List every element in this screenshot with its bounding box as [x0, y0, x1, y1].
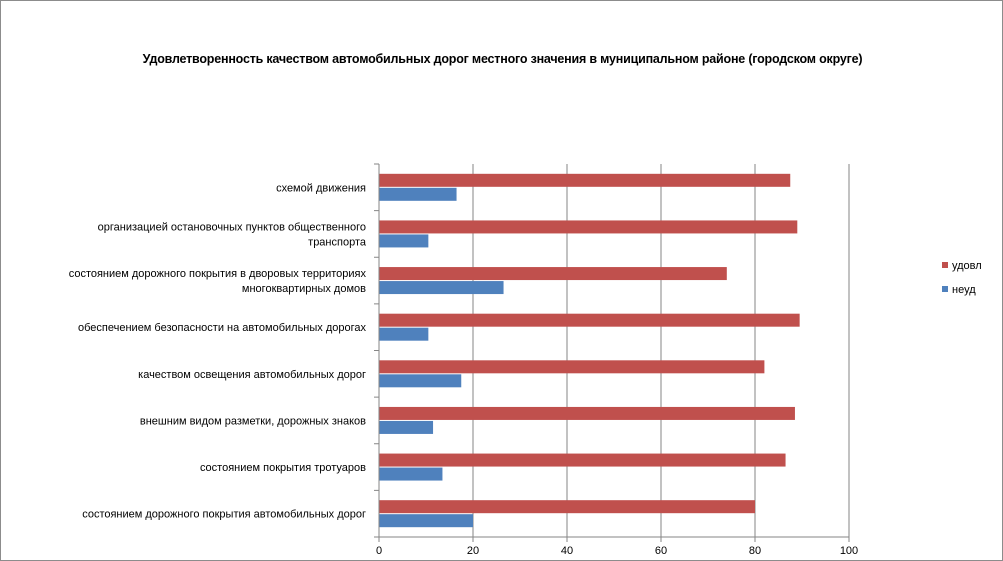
legend-label: неуд [952, 284, 976, 296]
gridlines [473, 164, 849, 537]
bar-udovl [379, 267, 727, 280]
bar-neud [379, 328, 428, 341]
bar-udovl [379, 500, 755, 513]
bar-udovl [379, 220, 797, 233]
x-tick-label: 20 [466, 545, 480, 557]
category-label: обеспечением безопасности на автомобильных дорогах [78, 322, 366, 335]
bar-neud [379, 281, 504, 294]
legend-swatch [942, 286, 948, 292]
legend-label: удовл [952, 260, 982, 272]
bars [379, 174, 800, 527]
bar-neud [379, 421, 433, 434]
category-label: качеством освещения автомобильных дорог [138, 368, 366, 381]
chart-title: Удовлетворенность качеством автомобильных дорог местного значения в муниципальном районе (городском округе) [142, 52, 863, 66]
x-tick-label: 40 [560, 545, 574, 557]
x-tick-label: 60 [654, 545, 668, 557]
bar-neud [379, 374, 461, 387]
bar-udovl [379, 360, 764, 373]
category-label: схемой движения [276, 182, 366, 195]
legend-swatch [942, 262, 948, 268]
category-labels [69, 182, 367, 520]
x-tick-label: 100 [839, 545, 859, 557]
tick-labels [376, 545, 858, 557]
bar-udovl [379, 174, 790, 187]
x-tick-label: 0 [375, 545, 383, 557]
x-tick-label: 80 [748, 545, 762, 557]
bar-udovl [379, 314, 800, 327]
bar-udovl [379, 454, 786, 467]
category-label: состоянием покрытия тротуаров [199, 462, 366, 475]
category-label: состоянием дорожного покрытия в дворовых территориях многоквартирных домов [68, 268, 366, 296]
bar-neud [379, 468, 442, 481]
bar-udovl [379, 407, 795, 420]
bar-neud [379, 514, 473, 527]
category-label: организацией остановочных пунктов общественного транспорта [97, 221, 366, 249]
bar-neud [379, 188, 457, 201]
category-label: состоянием дорожного покрытия автомобильных дорог [82, 508, 366, 521]
category-label: внешним видом разметки, дорожных знаков [139, 415, 366, 428]
legend [942, 260, 982, 296]
bar-neud [379, 234, 428, 247]
